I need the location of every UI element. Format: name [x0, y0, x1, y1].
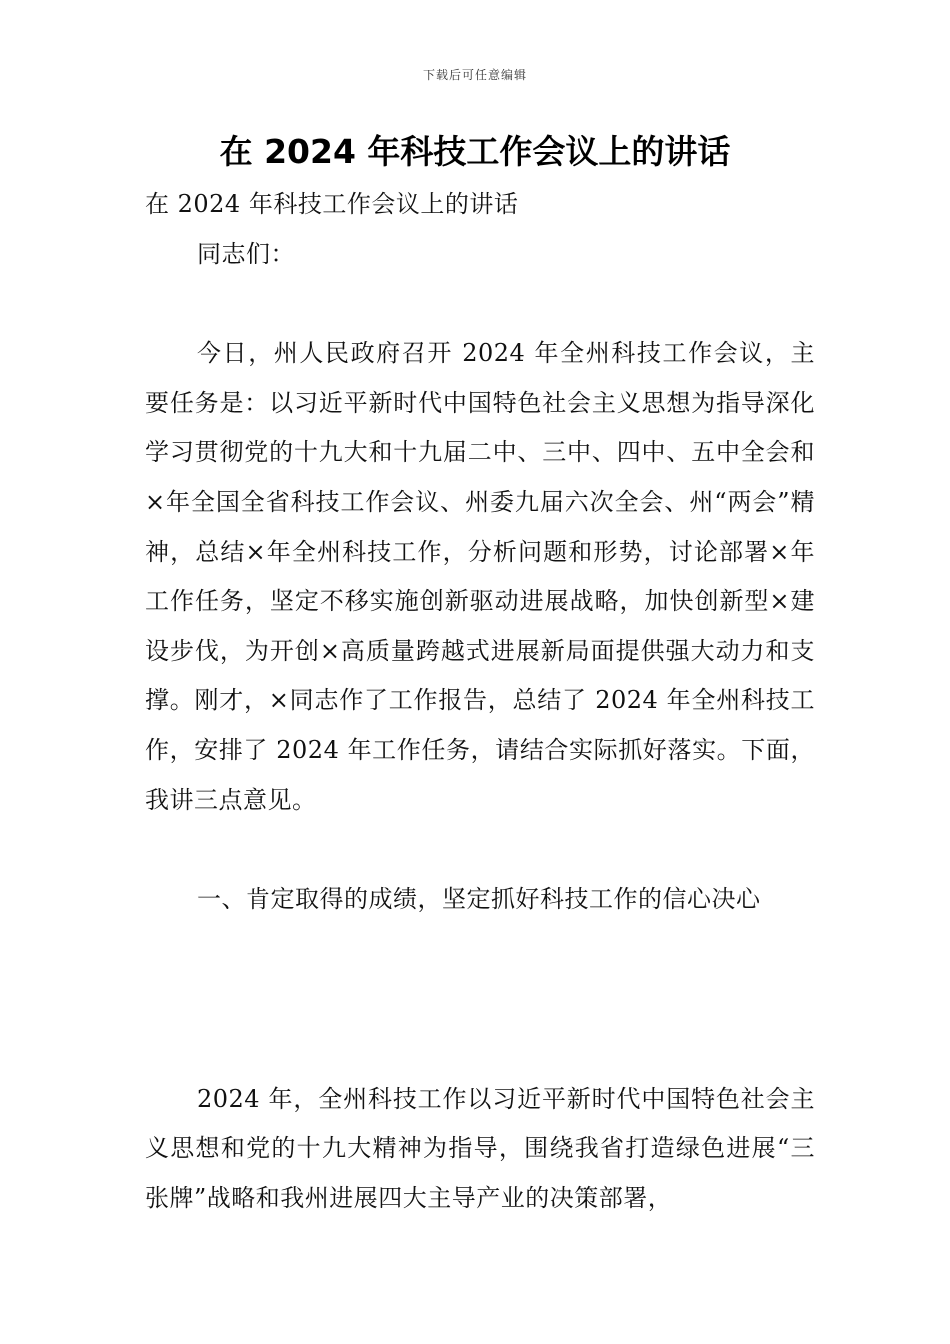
paragraph-achievements: 2024 年，全州科技工作以习近平新时代中国特色社会主义思想和党的十九大精神为指导，围绕我省打造绿色进展“三张牌”战略和我州进展四大主导产业的决策部署，: [145, 1084, 815, 1212]
document-subtitle: 在 2024 年科技工作会议上的讲话: [145, 190, 519, 218]
paragraph-intro: 今日，州人民政府召开 2024 年全州科技工作会议，主要任务是：以习近平新时代中国特色社会主义思想为指导深化学习贯彻党的十九大和十九届二中、三中、四中、五中全会和×年全国全省科技工作会议、州委九届六次全会、州“两会”精神，总结×年全州科技工作，分析问题和形势，讨论部署×年工作任务，坚定不移实施创新驱动进展战略，加快创新型×建设步伐，为开创×高质量跨越式进展新局面提供强大动力和支撑。刚才，×同志作了工作报告，总结了 2024 年全州科技工作，安排了 2024 年工作任务，请结合实际抓好落实。下面，我讲三点意见。: [145, 339, 815, 814]
salutation: 同志们：: [197, 239, 295, 268]
document-title: 在 2024 年科技工作会议上的讲话: [219, 132, 731, 171]
section-heading: 一、肯定取得的成绩，坚定抓好科技工作的信心决心: [197, 885, 761, 914]
header-note: 下载后可任意编辑: [422, 68, 527, 82]
document-body: [145, 180, 815, 1224]
